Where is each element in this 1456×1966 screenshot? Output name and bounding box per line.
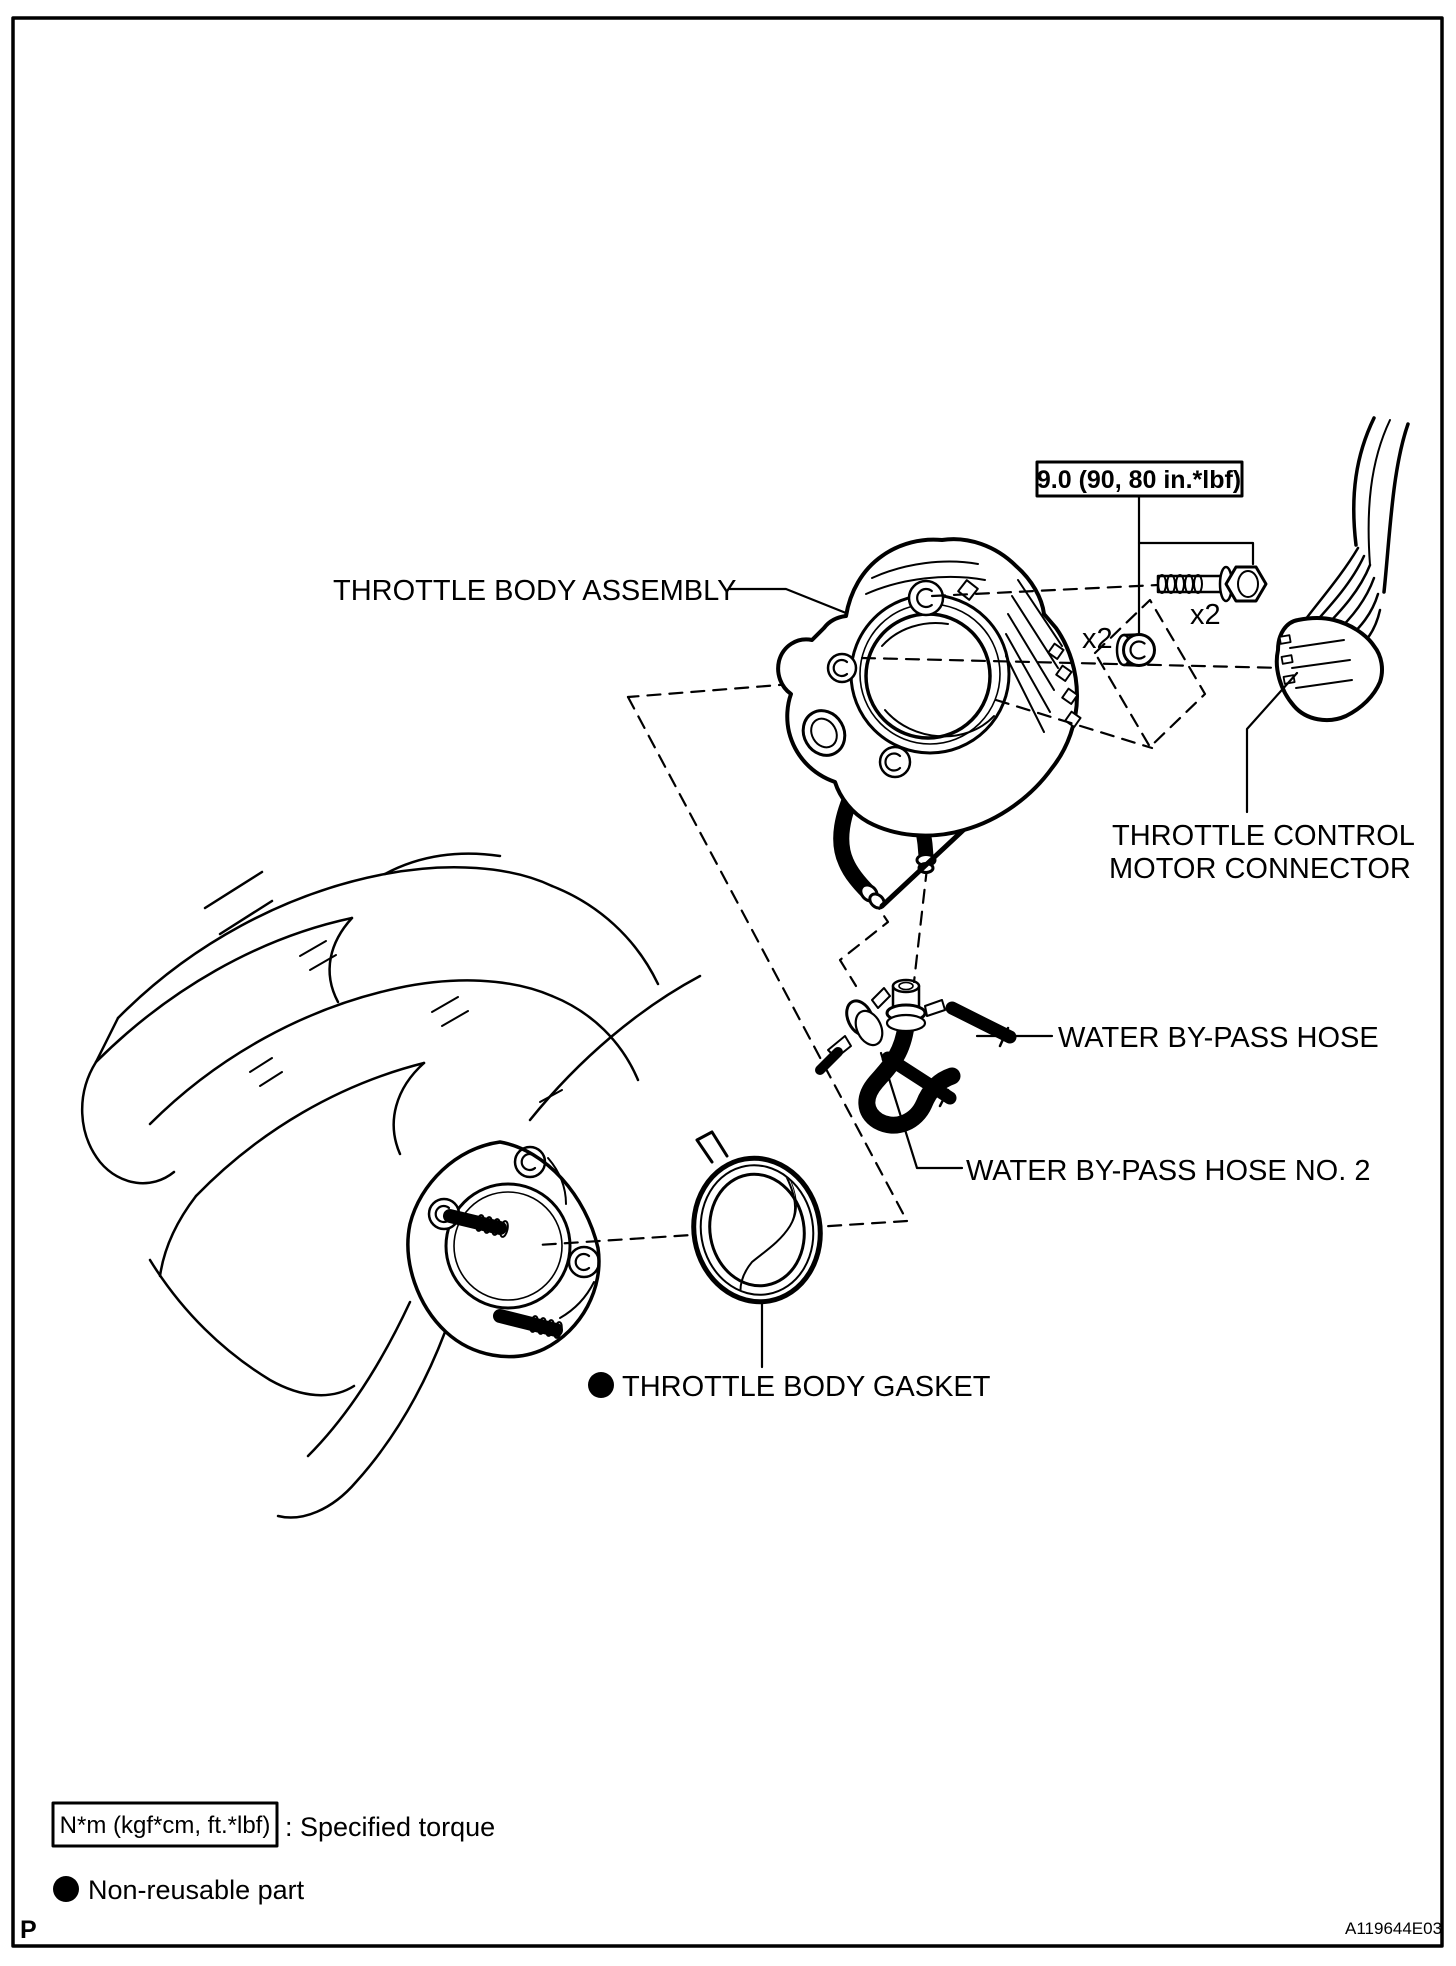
legend-non-reusable-label: Non-reusable part <box>88 1875 305 1905</box>
hose-clamp-wing <box>925 1000 945 1016</box>
figure-code: A119644E03 <box>1345 1919 1443 1938</box>
page-border <box>13 18 1442 1946</box>
intake-manifold-drawing <box>82 854 700 1518</box>
quantity-marker-nut: x2 <box>1082 623 1113 655</box>
gasket-drawing <box>682 1132 831 1312</box>
bolt-drawing <box>1158 567 1266 601</box>
manifold-flange-drawing <box>408 1142 599 1357</box>
hose-clamp-wing <box>872 988 890 1008</box>
label-throttle-body-assembly: THROTTLE BODY ASSEMBLY <box>333 575 737 607</box>
nut-drawing <box>1117 635 1155 666</box>
hose-assembly-drawing <box>820 980 1010 1125</box>
harness-wires <box>1302 418 1408 648</box>
label-throttle-control-line1: THROTTLE CONTROL <box>1112 820 1415 852</box>
label-water-bypass-hose: WATER BY-PASS HOSE <box>1058 1022 1379 1054</box>
label-throttle-control-line2: MOTOR CONNECTOR <box>1109 853 1411 885</box>
label-water-bypass-hose-no2: WATER BY-PASS HOSE NO. 2 <box>966 1155 1371 1187</box>
non-reusable-bullet-icon <box>588 1372 614 1398</box>
throttle-body-drawing <box>778 539 1080 911</box>
legend-torque-description: : Specified torque <box>285 1812 496 1842</box>
gasket-tab <box>697 1132 727 1162</box>
throttle-body-assembly-leader <box>730 589 846 613</box>
torque-spec-box <box>1037 462 1242 496</box>
legend-torque-symbol: N*m (kgf*cm, ft.*lbf) <box>59 1812 271 1839</box>
torque-spec-value: 9.0 (90, 80 in.*lbf) <box>1036 466 1242 494</box>
legend-non-reusable-bullet-icon <box>53 1876 79 1902</box>
page-marker: P <box>20 1916 37 1944</box>
quantity-marker-bolt: x2 <box>1190 599 1221 631</box>
legend <box>53 1803 495 1905</box>
label-throttle-body-gasket: THROTTLE BODY GASKET <box>622 1371 991 1403</box>
